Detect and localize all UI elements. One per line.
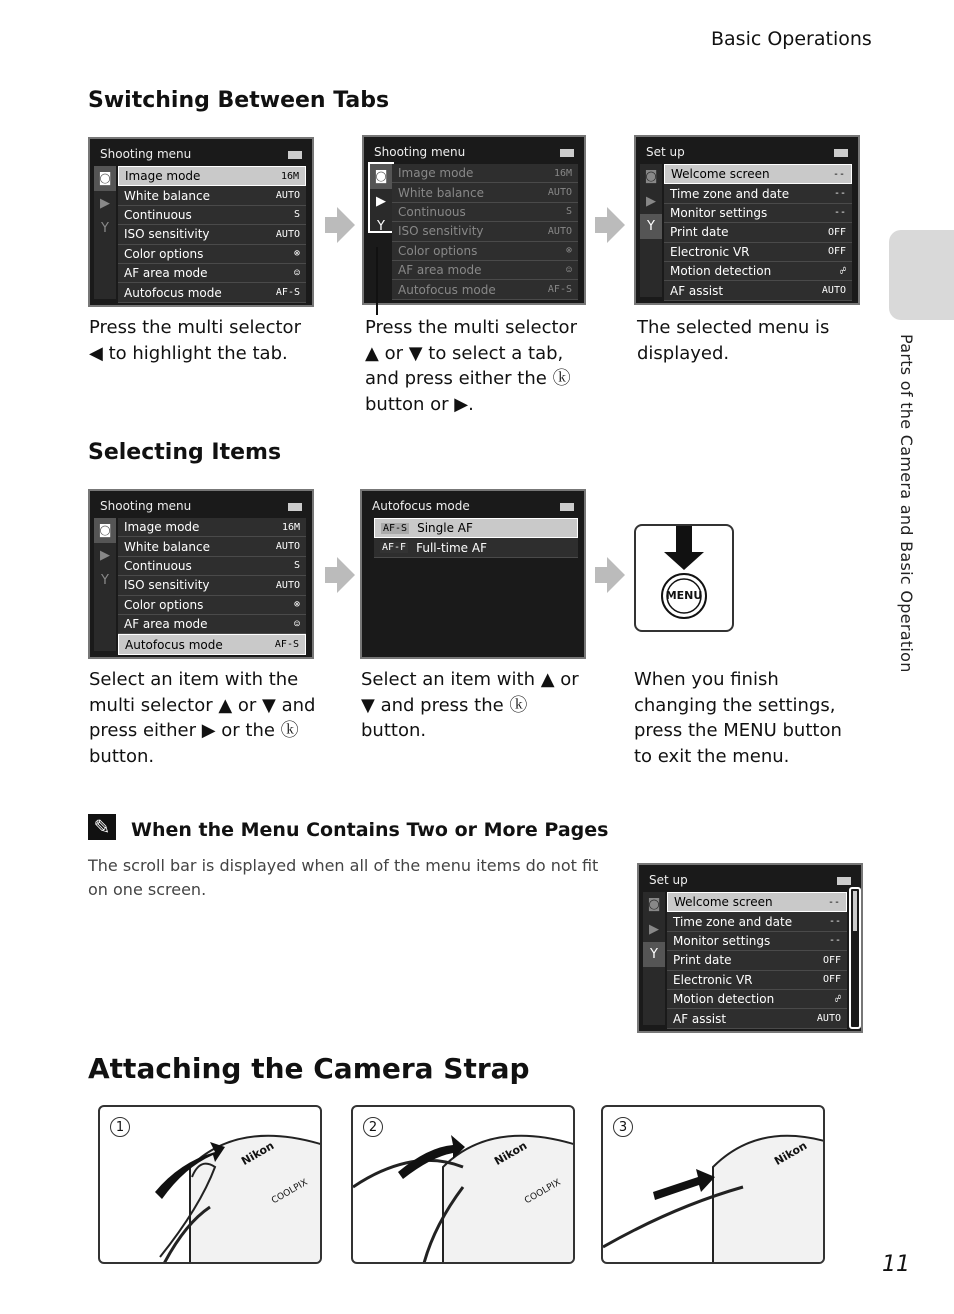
- battery-icon: [560, 503, 574, 511]
- coolpix-logo: COOLPIX: [523, 1177, 563, 1207]
- menu-row: Time zone and date --: [664, 184, 852, 203]
- screen-title: Shooting menu: [374, 145, 466, 159]
- side-tab-marker: [889, 230, 954, 320]
- running-header: Basic Operations: [711, 28, 872, 50]
- camera-tab-icon: ◙: [644, 169, 658, 184]
- caption-step-2: Press the multi selector ▲ or ▼ to select a tab, and press either the ⓚ button or ▶.: [365, 317, 577, 415]
- strap-step-3-illustration: [601, 1105, 825, 1264]
- menu-row: AF assist AUTO: [667, 1009, 847, 1028]
- screen-title: Autofocus mode: [372, 499, 470, 513]
- menu-list: [664, 164, 852, 301]
- movie-tab-icon: ▶: [376, 194, 386, 209]
- menu-row: Continuous S: [392, 203, 578, 222]
- camera-strap-illustration: [603, 1107, 823, 1262]
- menu-row: ISO sensitivity AUTO: [118, 576, 306, 595]
- step-arrow-icon: [337, 207, 355, 243]
- menu-row: Monitor settings --: [664, 204, 852, 223]
- menu-button-label: MENU: [665, 589, 703, 602]
- menu-list: [118, 518, 306, 655]
- menu-row: Autofocus mode AF-S: [118, 634, 306, 654]
- menu-tabs: [643, 892, 665, 1025]
- menu-row: Time zone and date --: [667, 912, 847, 931]
- strap-step-2-illustration: [351, 1105, 575, 1264]
- caption-select-item-1: Select an item with the multi selector ▲ or ▼ and press either ▶ or the ⓚ button.: [89, 669, 316, 767]
- camera-tab-icon: ◙: [647, 897, 661, 912]
- step-arrow-icon: [607, 207, 625, 243]
- menu-row: White balance AUTO: [392, 183, 578, 202]
- menu-row: White balance AUTO: [118, 537, 306, 556]
- option-row: AF-F Full-time AF: [374, 538, 578, 557]
- menu-tabs: [94, 518, 116, 651]
- option-row: AF-S Single AF: [374, 518, 578, 538]
- note-body: The scroll bar is displayed when all of the menu items do not fit on one screen.: [88, 856, 599, 899]
- battery-icon: [837, 877, 851, 885]
- menu-row: AF area mode ☺: [118, 615, 306, 634]
- step-arrow-tail: [595, 567, 607, 583]
- nikon-logo: Nikon: [239, 1139, 277, 1168]
- movie-tab-icon: ▶: [100, 548, 110, 563]
- screen-title: Shooting menu: [100, 499, 192, 513]
- setup-tab-icon: Y: [640, 214, 662, 239]
- menu-row: Color options ⊗: [118, 596, 306, 615]
- menu-row: Welcome screen --: [667, 892, 847, 912]
- option-list: [374, 518, 578, 558]
- setup-tab-icon: Y: [101, 221, 109, 236]
- screen-title: Set up: [646, 145, 685, 159]
- menu-list: [667, 892, 847, 1029]
- caption-step-3: The selected menu is displayed.: [637, 317, 830, 364]
- menu-row: Image mode 16M: [118, 518, 306, 537]
- step-number: 2: [363, 1117, 383, 1137]
- menu-row: Print date OFF: [664, 223, 852, 242]
- menu-row: Monitor settings --: [667, 932, 847, 951]
- note-title: When the Menu Contains Two or More Pages: [131, 819, 609, 841]
- menu-row: Motion detection ☍: [664, 262, 852, 281]
- camera-strap-illustration: [353, 1107, 573, 1262]
- strap-step-1-illustration: [98, 1105, 322, 1264]
- menu-row: Image mode 16M: [118, 166, 306, 186]
- camera-tab-icon: ◙: [94, 166, 116, 191]
- menu-row: Electronic VR OFF: [664, 243, 852, 262]
- camera-screen-autofocus-mode: [360, 489, 586, 659]
- section-title-switching-tabs: Switching Between Tabs: [88, 88, 390, 113]
- side-tab-label: Parts of the Camera and Basic Operation: [897, 334, 916, 673]
- menu-row: Color options ⊗: [392, 242, 578, 261]
- nikon-logo: Nikon: [492, 1139, 530, 1168]
- menu-row: Image mode 16M: [392, 164, 578, 183]
- menu-row: Continuous S: [118, 557, 306, 576]
- page-number: 11: [882, 1252, 910, 1277]
- menu-row: AF assist AUTO: [664, 281, 852, 300]
- camera-tab-icon: ◙: [370, 164, 392, 189]
- coolpix-logo: COOLPIX: [270, 1177, 310, 1207]
- section-title-camera-strap: Attaching the Camera Strap: [88, 1052, 530, 1085]
- menu-list: [392, 164, 578, 300]
- caption-select-item-2: Select an item with ▲ or ▼ and press the ⓚ button.: [361, 669, 579, 741]
- menu-row: ISO sensitivity AUTO: [118, 225, 306, 244]
- menu-row: AF area mode ☺: [118, 264, 306, 283]
- step-arrow-tail: [325, 217, 337, 233]
- section-title-selecting-items: Selecting Items: [88, 440, 282, 465]
- menu-row: Electronic VR OFF: [667, 971, 847, 990]
- battery-icon: [560, 149, 574, 157]
- menu-tabs: [94, 166, 116, 299]
- menu-row: AF area mode ☺: [392, 261, 578, 280]
- step-number: 3: [613, 1117, 633, 1137]
- battery-icon: [288, 503, 302, 511]
- menu-row: Print date OFF: [667, 951, 847, 970]
- menu-tabs-highlighted: [368, 162, 394, 233]
- camera-strap-illustration: [100, 1107, 320, 1262]
- movie-tab-icon: ▶: [649, 922, 659, 937]
- menu-tabs: [640, 164, 662, 297]
- menu-row: Welcome screen --: [664, 164, 852, 184]
- step-arrow-tail: [325, 567, 337, 583]
- menu-row: White balance AUTO: [118, 186, 306, 205]
- scrollbar-thumb: [853, 891, 857, 931]
- step-arrow-tail: [595, 217, 607, 233]
- caption-step-1: Press the multi selector ◀ to highlight the tab.: [89, 317, 301, 364]
- camera-screen-shooting-menu-tabs: [362, 135, 586, 305]
- menu-list: [118, 166, 306, 303]
- camera-screen-shooting-menu: [88, 489, 314, 659]
- menu-row: Continuous S: [118, 206, 306, 225]
- step-number: 1: [110, 1117, 130, 1137]
- setup-tab-icon: Y: [643, 942, 665, 967]
- setup-tab-icon: Y: [101, 573, 109, 588]
- step-arrow-icon: [337, 557, 355, 593]
- camera-tab-icon: ◙: [94, 518, 116, 543]
- menu-button-illustration: [634, 524, 734, 632]
- movie-tab-icon: ▶: [646, 194, 656, 209]
- movie-tab-icon: ▶: [100, 196, 110, 211]
- note-pencil-icon: ✎: [88, 814, 116, 840]
- camera-screen-setup-scrollbar: [637, 863, 863, 1033]
- camera-screen-shooting-menu: [88, 137, 314, 307]
- battery-icon: [288, 151, 302, 159]
- setup-tab-icon: Y: [377, 219, 385, 234]
- callout-line: [376, 247, 378, 315]
- menu-row: Autofocus mode AF-S: [392, 280, 578, 299]
- scrollbar: [849, 887, 861, 1029]
- caption-select-item-3: When you finish changing the settings, press the MENU button to exit the menu.: [634, 669, 842, 767]
- menu-row: Motion detection ☍: [667, 990, 847, 1009]
- battery-icon: [834, 149, 848, 157]
- down-arrow-icon: [636, 526, 732, 630]
- menu-row: Color options ⊗: [118, 245, 306, 264]
- menu-row: ISO sensitivity AUTO: [392, 222, 578, 241]
- step-arrow-icon: [607, 557, 625, 593]
- screen-title: Set up: [649, 873, 688, 887]
- screen-title: Shooting menu: [100, 147, 192, 161]
- nikon-logo: Nikon: [772, 1139, 810, 1168]
- camera-screen-setup-menu: [634, 135, 860, 305]
- menu-row: Autofocus mode AF-S: [118, 283, 306, 302]
